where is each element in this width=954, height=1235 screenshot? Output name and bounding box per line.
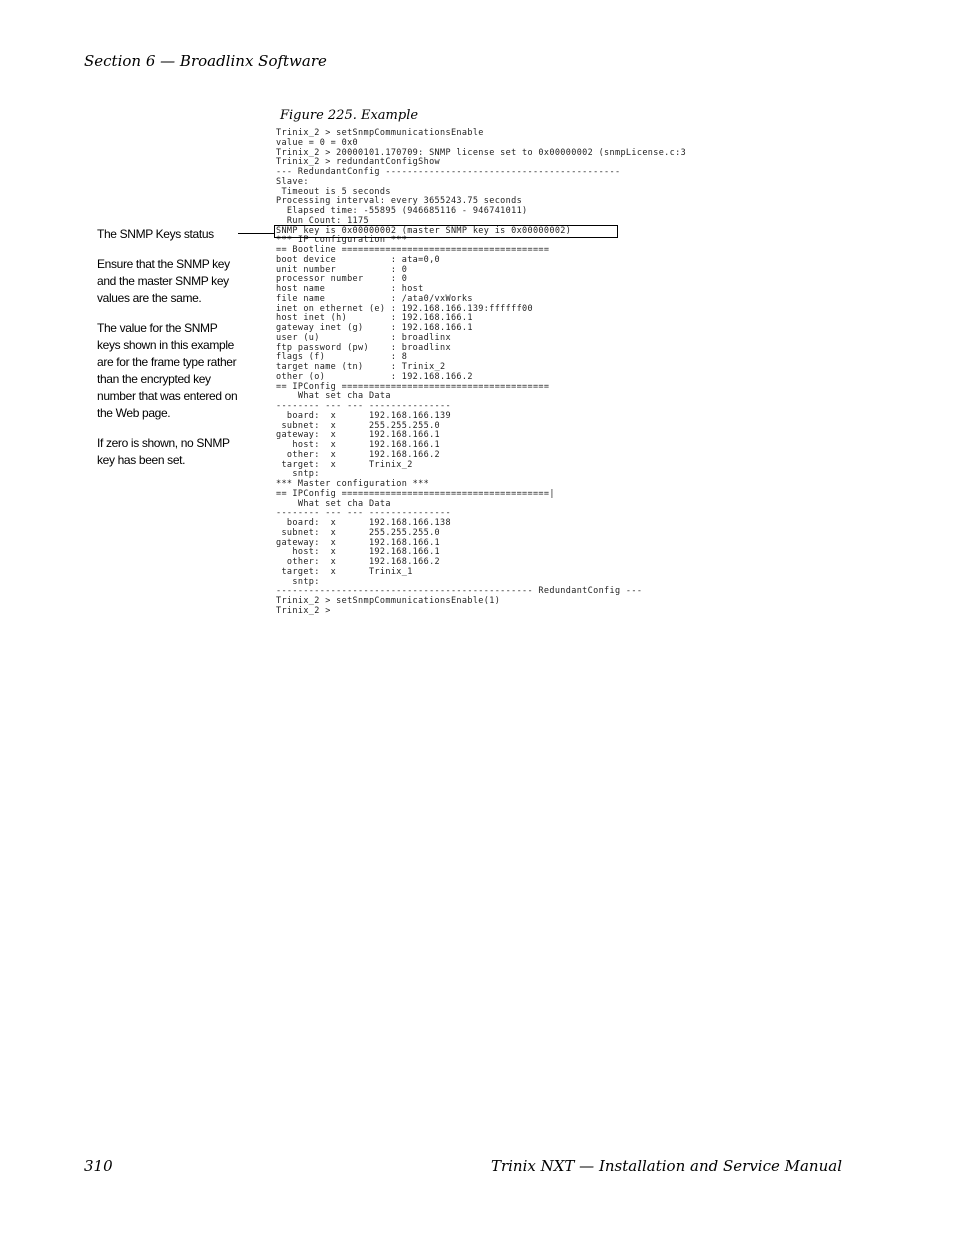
- terminal-line: gateway: x 192.168.166.1: [276, 430, 441, 441]
- terminal-line: processor number : 0: [276, 274, 408, 285]
- terminal-line: == IPConfig ======================================: [276, 381, 550, 392]
- terminal-line: Timeout is 5 seconds: [276, 186, 391, 197]
- terminal-line: target: x Trinix_1: [276, 566, 413, 577]
- callout-snmp-status: The SNMP Keys status: [97, 227, 214, 241]
- terminal-line: Slave:: [276, 176, 309, 187]
- terminal-line: user (u) : broadlinx: [276, 332, 451, 343]
- terminal-line: other: x 192.168.166.2: [276, 557, 441, 567]
- snmp-key-line: SNMP key is 0x00000002 (master SNMP key is 0x00000002): [276, 225, 572, 236]
- terminal-line: Trinix_2 >: [276, 605, 331, 616]
- terminal-line: Trinix_2 > setSnmpCommunicationsEnable: [276, 128, 484, 138]
- terminal-line: ftp password (pw) : broadlinx: [276, 342, 451, 353]
- terminal-line: gateway: x 192.168.166.1: [276, 537, 441, 548]
- terminal-line: host: x 192.168.166.1: [276, 547, 441, 558]
- terminal-line: target: x Trinix_2: [276, 459, 413, 470]
- terminal-line: board: x 192.168.166.139: [276, 410, 451, 421]
- terminal-line: board: x 192.168.166.138: [276, 518, 451, 528]
- terminal-line: == IPConfig ======================================|: [276, 488, 555, 499]
- terminal-line: Trinix_2 > redundantConfigShow: [276, 157, 441, 168]
- terminal-line: What set cha Data: [276, 391, 391, 402]
- terminal-line: gateway inet (g) : 192.168.166.1: [276, 323, 473, 333]
- terminal-line: -------- --- --- ---------------: [276, 508, 451, 519]
- terminal-line: flags (f) : 8: [276, 352, 408, 363]
- figure-caption: Figure 225. Example: [280, 108, 419, 123]
- terminal-line: boot device : ata=0,0: [276, 254, 441, 265]
- terminal-line: host name : host: [276, 284, 424, 294]
- terminal-line: host inet (h) : 192.168.166.1: [276, 313, 473, 324]
- callout-ensure-same: Ensure that the SNMP key and the master SNMP key values are the same.: [97, 257, 230, 305]
- callout-leader-line: [238, 233, 275, 234]
- terminal-line: target name (tn) : Trinix_2: [276, 362, 446, 372]
- terminal-line: *** IP configuration ***: [276, 235, 408, 246]
- terminal-line: --- RedundantConfig -------------------------------------------: [276, 167, 621, 177]
- callout-frame-type: The value for the SNMP keys shown in this example are for the frame type rather than the encrypted key number that was entered on the Web page.: [97, 321, 238, 420]
- terminal-line: inet on ethernet (e) : 192.168.166.139:ffffff00: [276, 303, 533, 314]
- terminal-line: *** Master configuration ***: [276, 479, 430, 489]
- terminal-line: == Bootline ======================================: [276, 245, 550, 255]
- terminal-line: subnet: x 255.255.255.0: [276, 420, 441, 431]
- callout-notes: [97, 226, 239, 482]
- terminal-line: other (o) : 192.168.166.2: [276, 371, 473, 382]
- page-number: 310: [84, 1157, 113, 1175]
- terminal-line: Trinix_2 > setSnmpCommunicationsEnable(1): [276, 596, 501, 606]
- terminal-line: sntp:: [276, 469, 320, 480]
- terminal-line: sntp:: [276, 576, 320, 587]
- terminal-line: -------- --- --- ---------------: [276, 401, 451, 411]
- terminal-line: Processing interval: every 3655243.75 seconds: [276, 196, 523, 207]
- callout-zero-shown: If zero is shown, no SNMP key has been set.: [97, 436, 230, 467]
- terminal-line: ----------------------------------------------- RedundantConfig ---: [276, 586, 643, 597]
- terminal-line: subnet: x 255.255.255.0: [276, 527, 441, 538]
- terminal-line: Trinix_2 > 20000101.170709: SNMP license set to 0x00000002 (snmpLicense.c:3: [276, 147, 687, 158]
- terminal-line: file name : /ata0/vxWorks: [276, 293, 473, 304]
- terminal-line: value = 0 = 0x0: [276, 137, 359, 148]
- terminal-line: unit number : 0: [276, 264, 408, 275]
- manual-title: Trinix NXT — Installation and Service Manual: [490, 1157, 842, 1175]
- terminal-line: host: x 192.168.166.1: [276, 440, 441, 450]
- terminal-line: other: x 192.168.166.2: [276, 449, 441, 460]
- terminal-line: Elapsed time: -55895 (946685116 - 946741011): [276, 206, 528, 216]
- terminal-output: [276, 129, 686, 617]
- terminal-line: Run Count: 1175: [276, 215, 369, 226]
- section-header: Section 6 — Broadlinx Software: [84, 52, 327, 70]
- terminal-line: What set cha Data: [276, 498, 391, 509]
